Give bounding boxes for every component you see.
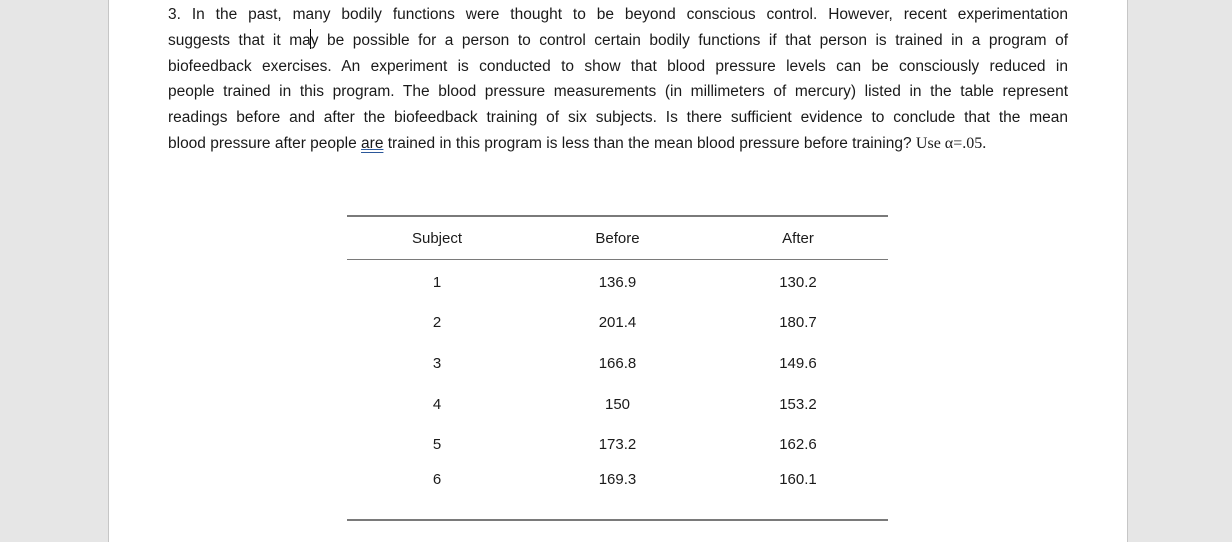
cell-subject: 2	[432, 314, 442, 332]
cell-after: 153.2	[779, 395, 817, 413]
problem-paragraph[interactable]	[168, 2, 1068, 157]
cell-subject: 3	[432, 354, 442, 372]
cell-before: 150	[604, 395, 631, 413]
paragraph-line: 3. In the past, many bodily functions were thought to be beyond conscious control. However, recent experimentation	[168, 6, 1068, 23]
cell-subject: 6	[347, 465, 527, 520]
blood-pressure-table	[347, 215, 888, 521]
paragraph-line: readings before and after the biofeedback training of six subjects. Is there sufficient evidence to conclude that the mean	[168, 109, 1068, 127]
line-text: trained in this program is less than the mean blood pressure before training?	[387, 134, 912, 152]
cell-after: 180.7	[779, 314, 817, 332]
table-header-row	[347, 216, 888, 260]
header-after: After	[708, 216, 888, 260]
table-row	[347, 343, 888, 384]
table-row	[347, 424, 888, 465]
cell-after: 162.6	[779, 436, 817, 454]
document-page[interactable]	[108, 0, 1128, 542]
paragraph-line: people trained in this program. The blood pressure measurements (in millimeters of mercury) listed in the table represent	[168, 83, 1068, 101]
grammar-flagged-word[interactable]: are	[361, 134, 384, 152]
paragraph-line	[168, 131, 1068, 157]
paragraph-line	[168, 28, 1068, 54]
paragraph-line: biofeedback exercises. An experiment is conducted to show that blood pressure levels can be consciously reduced in	[168, 57, 1068, 75]
cell-after: 149.6	[779, 354, 817, 372]
table-row	[347, 260, 888, 303]
table-row	[347, 465, 888, 520]
cell-before: 166.8	[598, 354, 637, 372]
cell-subject: 5	[432, 436, 442, 454]
line-text: suggests that it ma	[168, 31, 311, 49]
cell-before: 173.2	[598, 436, 637, 454]
cell-after: 160.1	[708, 465, 888, 520]
cell-before: 136.9	[598, 273, 637, 291]
line-text: blood pressure after people	[168, 134, 357, 152]
header-before: Before	[527, 216, 708, 260]
cell-before: 201.4	[598, 314, 637, 332]
cell-subject: 1	[432, 273, 442, 291]
alpha-text: Use α=.05.	[915, 134, 987, 152]
cell-after: 130.2	[779, 273, 817, 291]
line-text: be possible for a person to control certain bodily functions if that person is trained in a program of	[327, 31, 1068, 49]
cell-subject: 4	[432, 395, 442, 413]
header-subject: Subject	[347, 216, 527, 260]
cell-before: 169.3	[527, 465, 708, 520]
table-row	[347, 303, 888, 344]
table-row	[347, 384, 888, 425]
line-text: y	[310, 31, 319, 49]
